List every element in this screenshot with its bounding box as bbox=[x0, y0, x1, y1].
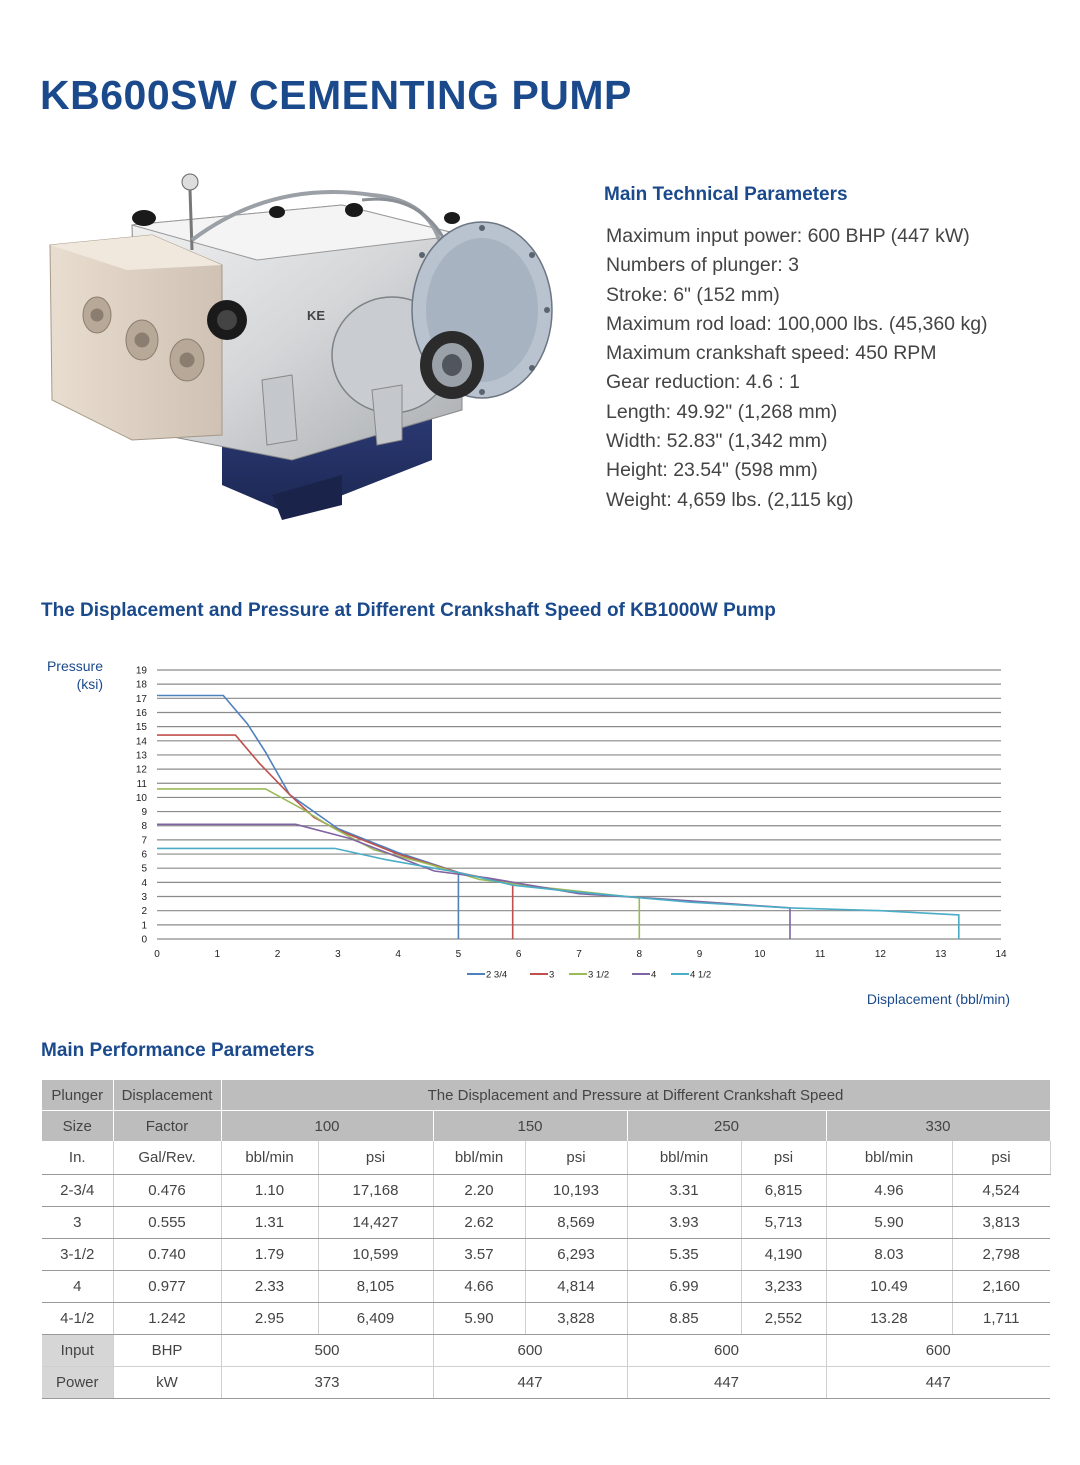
displacement-pressure-chart bbox=[0, 650, 1080, 1020]
y-tick-label: 1 bbox=[141, 920, 147, 932]
table-row bbox=[42, 1207, 1050, 1239]
table-cell: 3.93 bbox=[627, 1207, 741, 1239]
table-cell: 4.66 bbox=[433, 1271, 525, 1303]
table-cell: 3.57 bbox=[433, 1239, 525, 1271]
y-tick-label: 6 bbox=[141, 849, 147, 861]
table-cell: 3.31 bbox=[627, 1175, 741, 1207]
power-row bbox=[42, 1367, 1050, 1399]
legend-label: 2 3/4 bbox=[486, 969, 508, 981]
chart-ylabel-unit: (ksi) bbox=[76, 676, 103, 692]
power-value: 447 bbox=[826, 1367, 1050, 1399]
table-cell: 1,711 bbox=[952, 1303, 1050, 1335]
table-cell: 10,599 bbox=[318, 1239, 433, 1271]
x-tick-label: 11 bbox=[814, 949, 826, 960]
y-tick-label: 3 bbox=[141, 892, 147, 904]
table-cell: 1.79 bbox=[221, 1239, 318, 1271]
input-value: 500 bbox=[221, 1335, 433, 1367]
table-cell: 4-1/2 bbox=[42, 1303, 113, 1335]
header-speed-250: 250 bbox=[627, 1111, 826, 1142]
input-label: Input bbox=[42, 1335, 113, 1367]
x-tick-label: 0 bbox=[154, 949, 160, 960]
input-row bbox=[42, 1335, 1050, 1367]
x-tick-label: 8 bbox=[636, 949, 643, 960]
y-tick-label: 13 bbox=[135, 750, 147, 762]
unit-psi: psi bbox=[525, 1141, 627, 1175]
y-tick-label: 12 bbox=[135, 764, 147, 776]
performance-heading: Main Performance Parameters bbox=[41, 1040, 315, 1061]
table-cell: 3,813 bbox=[952, 1207, 1050, 1239]
table-cell: 6,293 bbox=[525, 1239, 627, 1271]
table-cell: 2.62 bbox=[433, 1207, 525, 1239]
table-cell: 3 bbox=[42, 1207, 113, 1239]
power-label: Power bbox=[42, 1367, 113, 1399]
table-cell: 5.35 bbox=[627, 1239, 741, 1271]
table-cell: 0.555 bbox=[113, 1207, 221, 1239]
table-cell: 17,168 bbox=[318, 1175, 433, 1207]
header-group-title: The Displacement and Pressure at Different Crankshaft Speed bbox=[221, 1080, 1050, 1111]
spec-item: Weight: 4,659 lbs. (2,115 kg) bbox=[606, 488, 854, 511]
table-cell: 0.977 bbox=[113, 1271, 221, 1303]
table-cell: 13.28 bbox=[826, 1303, 952, 1335]
spec-item: Gear reduction: 4.6 : 1 bbox=[606, 371, 801, 394]
unit-psi: psi bbox=[952, 1141, 1050, 1175]
x-tick-label: 7 bbox=[576, 949, 582, 960]
spec-item: Maximum rod load: 100,000 lbs. (45,360 kg) bbox=[606, 312, 988, 335]
table-cell: 5.90 bbox=[826, 1207, 952, 1239]
input-unit: BHP bbox=[113, 1335, 221, 1367]
x-tick-label: 4 bbox=[395, 949, 401, 960]
x-tick-label: 2 bbox=[274, 949, 281, 960]
table-cell: 1.10 bbox=[221, 1175, 318, 1207]
spec-item: Maximum input power: 600 BHP (447 kW) bbox=[606, 225, 970, 247]
table-cell: 4,524 bbox=[952, 1175, 1050, 1207]
table-cell: 10,193 bbox=[525, 1175, 627, 1207]
power-value: 373 bbox=[221, 1367, 433, 1399]
y-tick-label: 4 bbox=[141, 877, 147, 889]
header-speed-330: 330 bbox=[826, 1111, 1050, 1142]
input-value: 600 bbox=[627, 1335, 826, 1367]
y-tick-label: 10 bbox=[135, 792, 147, 804]
pump-nameplate-text: KE bbox=[307, 308, 326, 323]
table-cell: 4,814 bbox=[525, 1271, 627, 1303]
spec-item: Width: 52.83" (1,342 mm) bbox=[606, 430, 828, 453]
x-tick-label: 3 bbox=[335, 949, 341, 960]
legend-label: 3 bbox=[549, 969, 555, 981]
spec-item: Numbers of plunger: 3 bbox=[606, 254, 799, 277]
table-row bbox=[42, 1271, 1050, 1303]
y-tick-label: 17 bbox=[135, 693, 147, 705]
y-tick-label: 9 bbox=[141, 807, 147, 819]
spec-item: Maximum crankshaft speed: 450 RPM bbox=[606, 342, 937, 365]
unit-bbl: bbl/min bbox=[627, 1141, 741, 1175]
table-cell: 6,409 bbox=[318, 1303, 433, 1335]
y-tick-label: 14 bbox=[135, 736, 147, 748]
header-size: Size bbox=[42, 1111, 113, 1142]
x-tick-label: 14 bbox=[995, 949, 1007, 960]
table-cell: 6.99 bbox=[627, 1271, 741, 1303]
table-cell: 2.95 bbox=[221, 1303, 318, 1335]
technical-parameters-list bbox=[606, 222, 988, 515]
unit-psi: psi bbox=[318, 1141, 433, 1175]
table-cell: 6,815 bbox=[741, 1175, 826, 1207]
table-cell: 5,713 bbox=[741, 1207, 826, 1239]
header-speed-100: 100 bbox=[221, 1111, 433, 1142]
table-cell: 2.33 bbox=[221, 1271, 318, 1303]
table-cell: 3-1/2 bbox=[42, 1239, 113, 1271]
chart-ylabel: Pressure bbox=[46, 658, 103, 674]
spec-item: Height: 23.54" (598 mm) bbox=[606, 459, 818, 482]
page-title: KB600SW CEMENTING PUMP bbox=[40, 72, 632, 118]
technical-parameters-heading: Main Technical Parameters bbox=[604, 184, 848, 205]
y-tick-label: 15 bbox=[135, 722, 147, 734]
x-tick-label: 13 bbox=[935, 949, 947, 960]
table-cell: 8,569 bbox=[525, 1207, 627, 1239]
chart-title: The Displacement and Pressure at Different Crankshaft Speed of KB1000W Pump bbox=[41, 600, 776, 621]
y-tick-label: 8 bbox=[141, 821, 147, 833]
series-line bbox=[157, 735, 513, 939]
table-cell: 8.03 bbox=[826, 1239, 952, 1271]
table-cell: 1.242 bbox=[113, 1303, 221, 1335]
x-tick-label: 10 bbox=[754, 949, 766, 960]
power-value: 447 bbox=[627, 1367, 826, 1399]
table-row bbox=[42, 1175, 1050, 1207]
series-line bbox=[157, 696, 458, 940]
power-value: 447 bbox=[433, 1367, 627, 1399]
power-unit: kW bbox=[113, 1367, 221, 1399]
y-tick-label: 7 bbox=[141, 835, 147, 847]
pump-photo bbox=[42, 140, 558, 530]
unit-bbl: bbl/min bbox=[221, 1141, 318, 1175]
header-plunger: Plunger bbox=[42, 1080, 113, 1111]
table-cell: 2.20 bbox=[433, 1175, 525, 1207]
y-tick-label: 0 bbox=[141, 934, 147, 946]
table-cell: 10.49 bbox=[826, 1271, 952, 1303]
x-tick-label: 9 bbox=[696, 949, 703, 960]
y-tick-label: 2 bbox=[141, 906, 147, 918]
legend-label: 4 1/2 bbox=[690, 969, 712, 981]
table-cell: 4 bbox=[42, 1271, 113, 1303]
table-cell: 4.96 bbox=[826, 1175, 952, 1207]
y-tick-label: 5 bbox=[141, 863, 147, 875]
table-cell: 8,105 bbox=[318, 1271, 433, 1303]
table-cell: 3,233 bbox=[741, 1271, 826, 1303]
x-tick-label: 12 bbox=[874, 949, 886, 960]
table-cell: 2,798 bbox=[952, 1239, 1050, 1271]
table-cell: 0.476 bbox=[113, 1175, 221, 1207]
table-cell: 14,427 bbox=[318, 1207, 433, 1239]
unit-psi: psi bbox=[741, 1141, 826, 1175]
unit-bbl: bbl/min bbox=[826, 1141, 952, 1175]
legend-label: 3 1/2 bbox=[588, 969, 610, 981]
header-displacement: Displacement bbox=[113, 1080, 221, 1111]
x-tick-label: 1 bbox=[214, 949, 221, 960]
chart-xlabel: Displacement (bbl/min) bbox=[866, 991, 1010, 1007]
table-cell: 4,190 bbox=[741, 1239, 826, 1271]
unit-bbl: bbl/min bbox=[433, 1141, 525, 1175]
table-cell: 2-3/4 bbox=[42, 1175, 113, 1207]
spec-item: Length: 49.92" (1,268 mm) bbox=[606, 400, 838, 423]
legend-label: 4 bbox=[651, 969, 657, 981]
y-tick-label: 19 bbox=[135, 665, 147, 677]
table-cell: 1.31 bbox=[221, 1207, 318, 1239]
table-cell: 0.740 bbox=[113, 1239, 221, 1271]
series-line bbox=[157, 824, 790, 939]
y-tick-label: 11 bbox=[136, 778, 147, 790]
x-tick-label: 5 bbox=[455, 949, 462, 960]
header-factor: Factor bbox=[113, 1111, 221, 1142]
table-cell: 5.90 bbox=[433, 1303, 525, 1335]
unit-gal-rev: Gal/Rev. bbox=[113, 1141, 221, 1175]
table-cell: 2,552 bbox=[741, 1303, 826, 1335]
performance-table bbox=[42, 1080, 1051, 1399]
x-tick-label: 6 bbox=[515, 949, 522, 960]
y-tick-label: 18 bbox=[135, 679, 147, 691]
spec-item: Stroke: 6" (152 mm) bbox=[606, 283, 780, 306]
table-cell: 3,828 bbox=[525, 1303, 627, 1335]
unit-in: In. bbox=[42, 1141, 113, 1175]
header-speed-150: 150 bbox=[433, 1111, 627, 1142]
y-tick-label: 16 bbox=[135, 707, 147, 719]
input-value: 600 bbox=[826, 1335, 1050, 1367]
input-value: 600 bbox=[433, 1335, 627, 1367]
table-row bbox=[42, 1303, 1050, 1335]
table-cell: 8.85 bbox=[627, 1303, 741, 1335]
table-cell: 2,160 bbox=[952, 1271, 1050, 1303]
table-row bbox=[42, 1239, 1050, 1271]
